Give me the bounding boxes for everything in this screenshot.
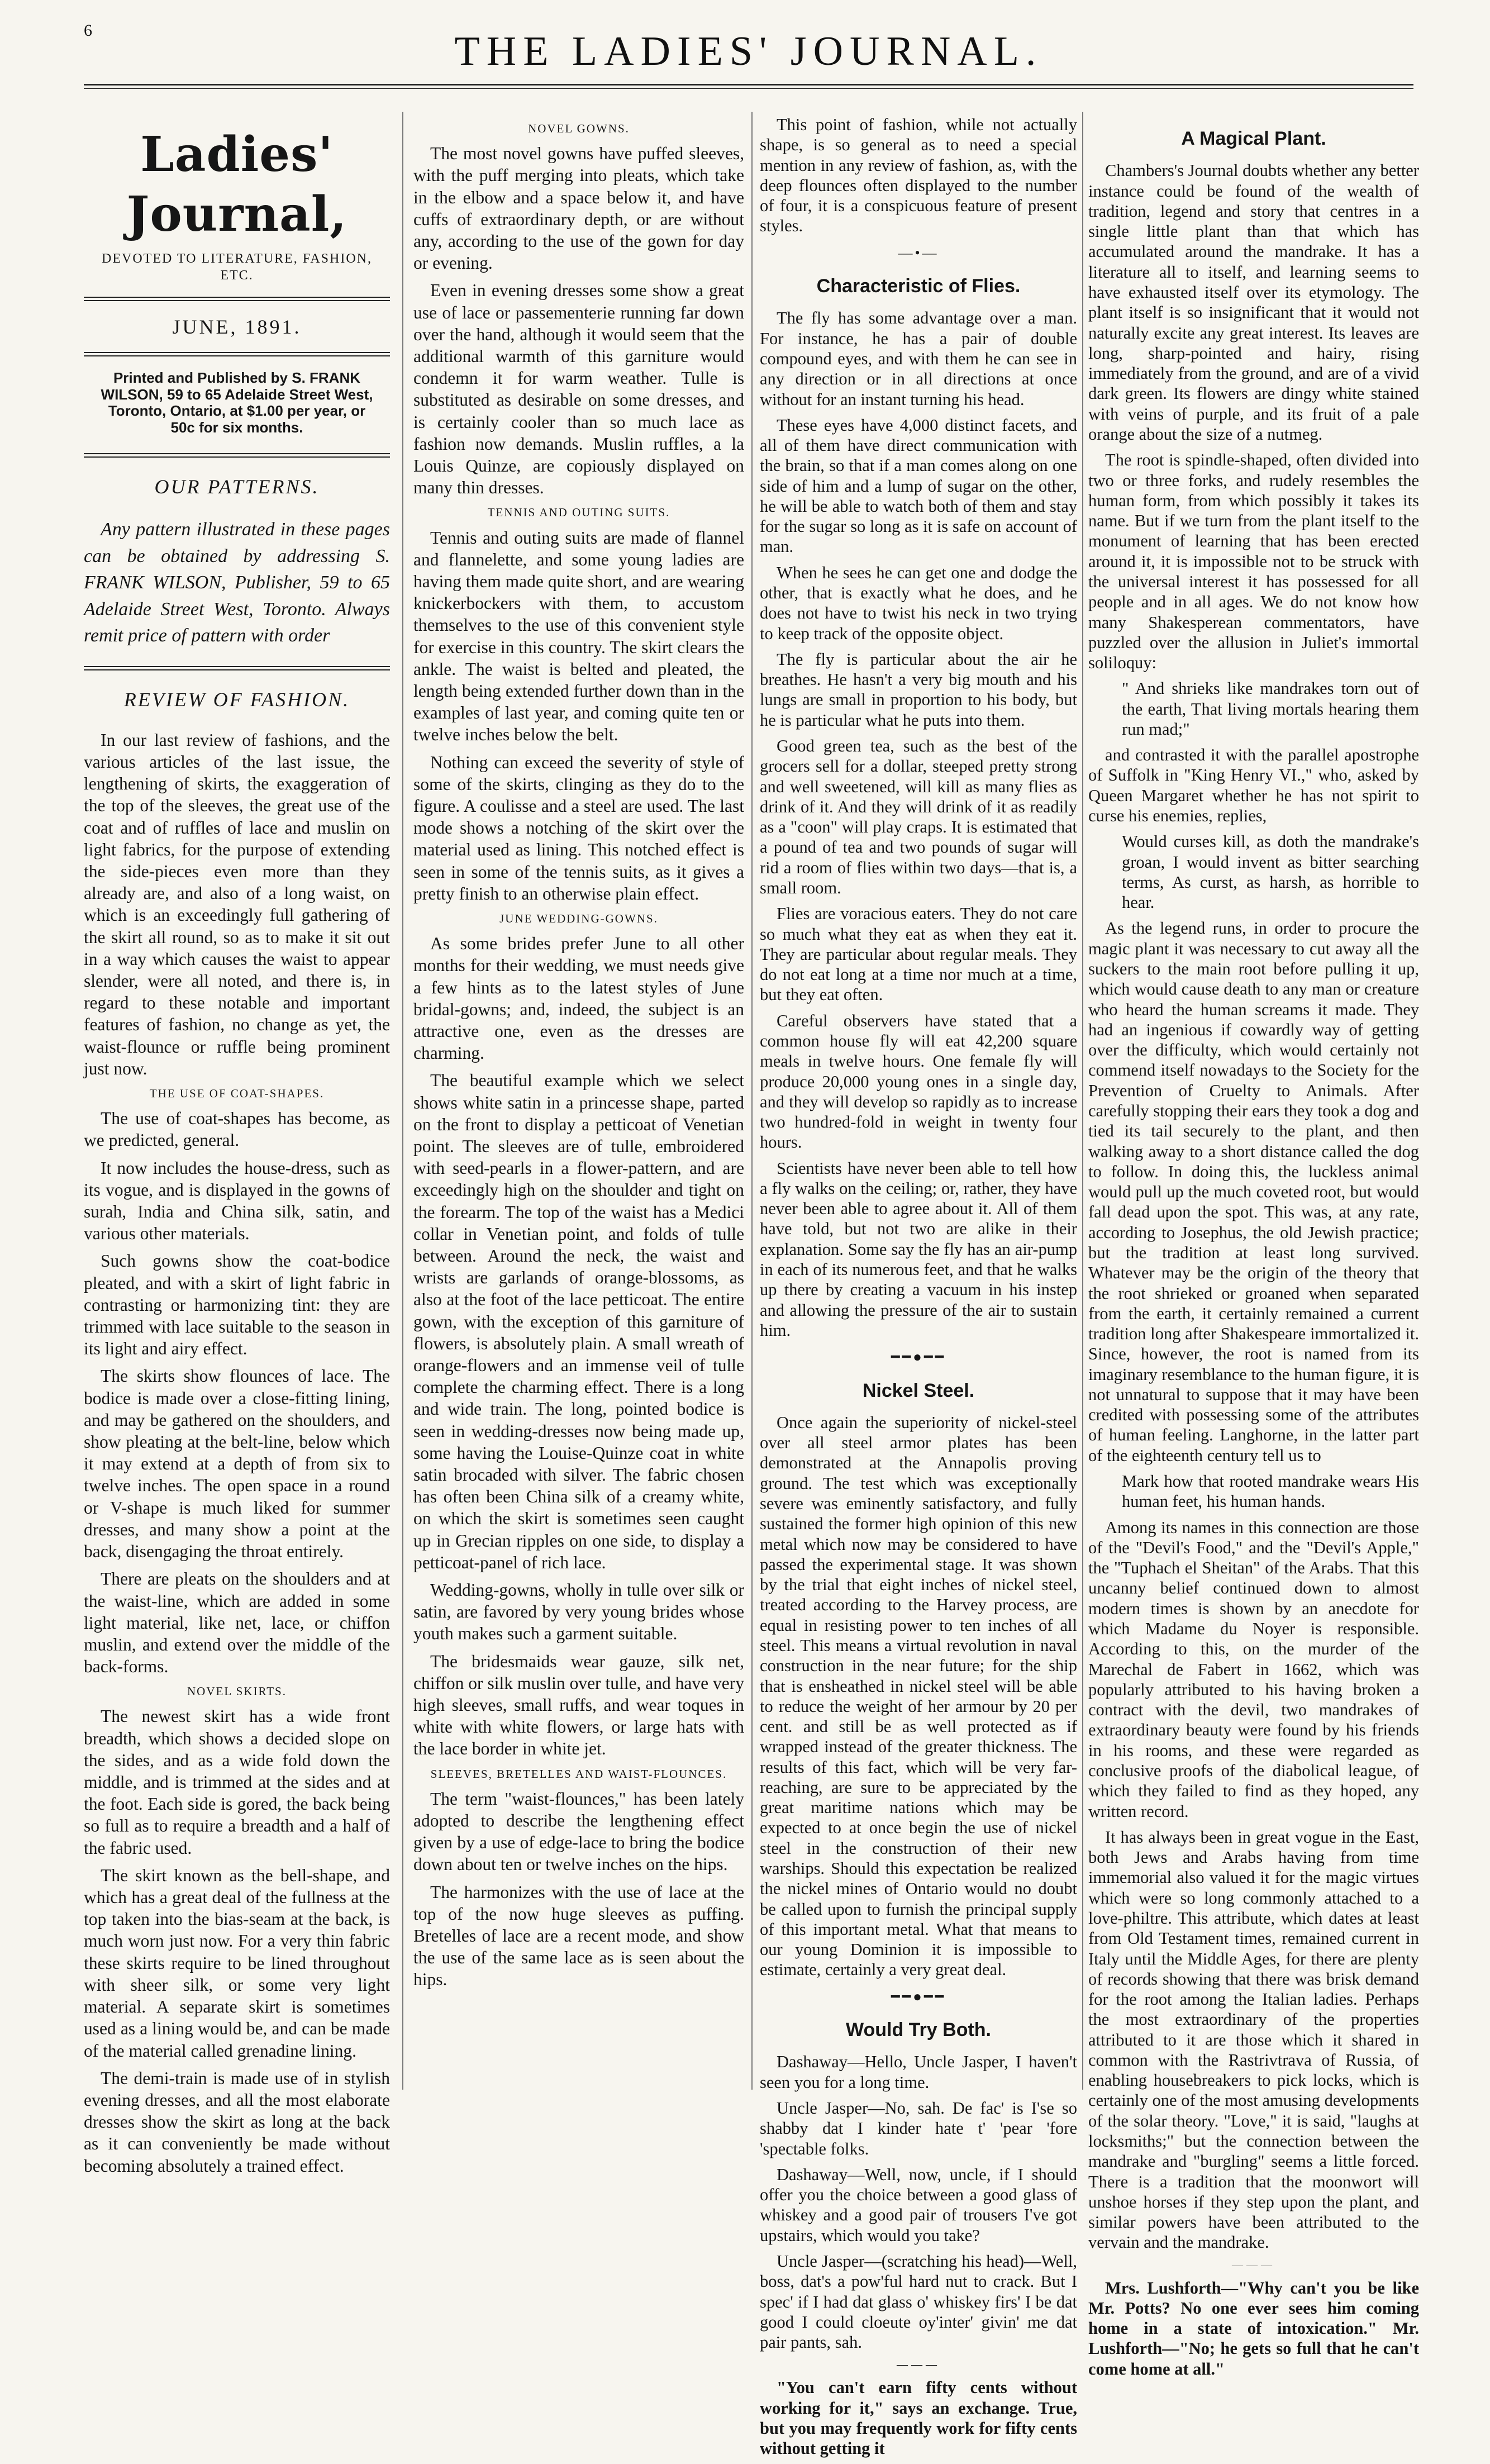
article-paragraph: As some brides prefer June to all other months for their wedding, we must needs give a few hints as to the latest styles of June bridal-gowns; and, indeed, the subject is an attractive one, even as the dresses are charming. [413, 934, 744, 1063]
column-3 [760, 115, 1077, 2464]
article-paragraph: and contrasted it with the parallel apostrophe of Suffolk in "King Henry VI.," who, asked by Queen Margaret whether he has not spirit to curse his enemies, replies, [1088, 745, 1419, 826]
article-paragraph: The use of coat-shapes has become, as we predicted, general. [84, 1109, 390, 1150]
article-paragraph: Chambers's Journal doubts whether any better instance could be found of the wealth of tradition, legend and story that centres in a single little plant than that which has accumulated around the mandrake. It has a literature all to itself, and learning seems to have exhausted itself over its etymology. The plant itself is so insignificant that it would not naturally excite any great interest. Its leaves are long, sharp-pointed and hairy, rising immediately from the ground, and are of a vivid dark green. Its flowers are dingy white stained with veins of purple, and its fruit of a pale orange about the size of a nutmeg. [1088, 161, 1419, 444]
article-paragraph: Dashaway—Hello, Uncle Jasper, I haven't seen you for a long time. [760, 2052, 1077, 2092]
publisher-info: Printed and Published by S. FRANK WILSON, 59 to 65 Adelaide Street West, Toronto, Ontario, at $1.00 per year, or 50c for six months. [101, 369, 373, 436]
article-paragraph: Nothing can exceed the severity of style of some of the skirts, clinging as they do to the figure. A coulisse and a steel are used. The last mode shows a notching of the skirt over the material used as lining. This notched effect is seen in some of the tennis suits, as it gives a pretty finish to an otherwise plain effect. [413, 752, 744, 903]
article-paragraph: The skirt known as the bell-shape, and which has a great deal of the fullness at the top taken into the bias-seam at the back, is much worn just now. For a very thin fabric these skirts require to be lined throughout with sheer silk, or some very light material. A separate skirt is sometimes used as a lining would be, and can be made of the material called grenadine lining. [84, 1865, 390, 2061]
article-paragraph: It has always been in great vogue in the East, both Jews and Arabs having from time immemorial also valued it for the magic virtues which were so long commonly attached to a love-philtre. This attribute, which dates at least from Old Testament times, remained current in Italy until the Middle Ages, for there are plenty of records showing that there was brisk demand for the root among the Italian ladies. Perhaps the most extraordinary of the properties attributed to it are those which it shared in common with the Rastrivtrava of Russia, of enabling housebreakers to pick locks, which is certainly one of the most amusing developments of the solar theory. "Love," it is said, "laughs at locksmiths;" but the connection between the mandrake and "burgling" seems a little forced. There is a tradition that the moonwort will unshoe horses if they step upon the plant, and similar powers have been attributed to the vervain and the mandrake. [1088, 1827, 1419, 2252]
article-paragraph: In our last review of fashions, and the various articles of the last issue, the lengthening of skirts, the exaggeration of the top of the sleeves, the great use of the coat and of ruffles of lace and muslin on light fabrics, for the purpose of extending the side-pieces even more than they already are, and also of a long waist, on which is an exceedingly full gathering of the skirt all round, so as to make it sit out in a way which causes the waist to appear slender, were all noted, and there is, in regard to these notable and important features of fashion, no change as yet, the waist-flounce or ruffle being prominent just now. [84, 730, 390, 1078]
subheading: THE USE OF COAT-SHAPES. [149, 1087, 325, 1101]
nickel-heading: Nickel Steel. [862, 1380, 975, 1401]
tagline: DEVOTED TO LITERATURE, FASHION, ETC. [102, 251, 372, 283]
article-paragraph: The beautiful example which we select shows white satin in a princesse shape, parted on the front to display a petticoat of Venetian point. The sleeves are of tulle, embroidered with seed-pearls in a flower-pattern, and are exceedingly high on the shoulder and tight on the forearm. The top of the waist has a Medici collar in Venetian point, and folds of tulle between. Around the neck, the waist and wrists are garlands of orange-blossoms, as also at the foot of the lace petticoat. The entire gown, with the exception of this garniture of flowers, is absolutely plain. A small wreath of orange-flowers and an immense veil of tulle complete the charming effect. There is a long and wide train. The long, pointed bodice is seen in wedding-dresses now being made up, some having the Louise-Quinze coat in white satin brocaded with silver. The fabric chosen has often been China silk of a creamy white, on which the skirt is sometimes seen caught up in Grecian ripples on one side, to display a petticoat-panel of rich lace. [413, 1071, 744, 1572]
subheading: TENNIS AND OUTING SUITS. [487, 506, 670, 520]
flies-heading: Characteristic of Flies. [816, 275, 1021, 297]
column-rule [402, 112, 403, 2090]
subheading: SLEEVES, BRETELLES AND WAIST-FLOUNCES. [430, 1767, 727, 1781]
journal-logo: Ladies' Journal, [126, 126, 347, 243]
article-paragraph: As the legend runs, in order to procure the magic plant it was necessary to cut away all the suckers to the main root before pulling it up, which would cause death to any man or creature who heard the human screams it made. They had an ingenious if cowardly way of getting over the difficulty, which would certainly not commend itself nowadays to the Society for the Prevention of Cruelty to Animals. After carefully stopping their ears they took a dog and tied its tail securely to the plant, and then walking away to a short distance called the dog to follow. In doing this, the luckless animal would pull up the much coveted root, but would fall dead upon the spot. This was, at any rate, according to Josephus, the old Jewish practice; but the tradition at least long survived. Whatever may be the origin of the theory that the root shrieked or groaned when separated from the earth, it certainly remained a current tradition long after Shakespeare immortalized it. Since, however, the root is named from its imaginary resemblance to the human figure, it is not unnatural to suppose that it may have been credited with possessing some of the attributes of human feeling. Langhorne, in the latter part of the eighteenth century tell us to [1088, 919, 1419, 1465]
article-paragraph: These eyes have 4,000 distinct facets, and all of them have direct communication with the brain, so that if a man comes along on one side of him and a lump of sugar on the other, he will be able to watch both of them and stay for the sugar so long as it is safe on account of man. [760, 415, 1077, 556]
article-paragraph: The harmonizes with the use of lace at the top of the now huge sleeves as puffing. Bretelles of lace are a recent mode, and show the use of the same lace as is seen about the hips. [413, 1882, 744, 1990]
article-paragraph: The bridesmaids wear gauze, silk net, chiffon or silk muslin over tulle, and have very high sleeves, small ruffs, and wear toques in white with white flowers, or large hats with the lace border in white jet. [413, 1651, 744, 1759]
ornament: ━━●━━ [891, 1988, 946, 2005]
article-paragraph: Dashaway—Well, now, uncle, if I should offer you the choice between a good glass of whiskey and a good pair of trousers I've got upstairs, which would you take? [760, 2165, 1077, 2245]
patterns-heading: OUR PATTERNS. [154, 475, 320, 498]
article-paragraph: "You can't earn fifty cents without working for it," says an exchange. True, but you may frequently work for fifty cents without getting it [760, 2378, 1077, 2458]
would-try-both-heading: Would Try Both. [845, 2019, 991, 2041]
article-paragraph: Uncle Jasper—No, sah. De fac' is I'se so shabby dat I kinder hate t' 'pear 'fore 'spectable folks. [760, 2098, 1077, 2158]
article-paragraph: Wedding-gowns, wholly in tulle over silk or satin, are favored by very young brides whose youth makes such a garment suitable. [413, 1580, 744, 1644]
subheading: NOVEL SKIRTS. [187, 1685, 287, 1699]
separator: ——— [1232, 2258, 1275, 2271]
column-rule [751, 112, 753, 2090]
subheading: JUNE WEDDING-GOWNS. [499, 911, 658, 925]
rule [84, 297, 390, 301]
article-paragraph: Good green tea, such as the best of the grocers sell for a dollar, steeped pretty strong and well sweetened, will kill as many flies as drink of it. And they will drink of it as readily as a "coon" will play craps. It is estimated that a pound of tea and two pounds of sugar will rid a room of flies within two days—that is, a small room. [760, 736, 1077, 897]
rule [84, 666, 390, 670]
article-paragraph: Once again the superiority of nickel-steel over all steel armor plates has been demonstrated at the Annapolis proving ground. The test which was exceptionally severe was eminently satisfactory, and fully sustained the former high opinion of this new metal which now may be considered to have passed the experimental stage. It was shown by the trial that eight inches of nickel steel, treated according to the Harvey process, are equal in resisting power to ten inches of all steel. This means a virtual revolution in naval construction in the near future; for the ship that is ensheathed in nickel steel will be able to reduce the weight of her armour by 20 per cent. and still be as well protected as if wrapped instead of the greater thickness. The results of this fact, which will be very far-reaching, are sure to be appreciated by the great maritime nations which may be expected to at once begin the use of nickel steel in the construction of their new warships. Should this expectation be realized the nickel mines of Ontario would no doubt be called upon to furnish the principal supply of this important metal. What that means to our young Dominion it is impossible to estimate, certainly a very great deal. [760, 1412, 1077, 1980]
rule [84, 352, 390, 356]
article-paragraph: Tennis and outing suits are made of flannel and flannelette, and some young ladies are having them made quite short, and are wearing knickerbockers with them, to accustom themselves to the use of this convenient style for exercise in this country. The skirt clears the ankle. The waist is belted and pleated, the length being extended further down than in the examples of last year, and coming quite ten or twelve inches below the belt. [413, 527, 744, 745]
article-paragraph: Mrs. Lushforth—"Why can't you be like Mr. Potts? No one ever sees him coming home in a state of intoxication." Mr. Lushforth—"No; he gets so full that he can't come home at all." [1088, 2278, 1419, 2379]
article-paragraph: The most novel gowns have puffed sleeves, with the puff merging into pleats, which take in the elbow and a space below it, and have cuffs of extraordinary depth, or are without any, according to the use of the gown for day or evening. [413, 144, 744, 273]
masthead-rule [84, 84, 1413, 85]
column-1 [84, 115, 390, 2182]
article-paragraph: Among its names in this connection are those of the "Devil's Food," and the "Devil's Apple," the "Tuphach el Sheitan" of the Arabs. That this uncanny belief continued down to almost modern times is shown by an anecdote for which Madame du Noyer is responsible. According to this, on the murder of the Marechal de Fabert in 1662, which was popularly attributed to his having broken a contract with the devil, two mandrakes of extraordinary beauty were found by his friends in his rooms, and these were regarded as conclusive proofs of the diabolical league, of which they failed to find as they hoped, any written record. [1088, 1518, 1419, 1821]
ornament: ━━●━━ [891, 1349, 946, 1366]
page-number: 6 [84, 21, 92, 40]
verse-quote: Mark how that rooted mandrake wears His human feet, his human hands. [1122, 1472, 1419, 1511]
review-heading: REVIEW OF FASHION. [123, 688, 350, 711]
article-paragraph: The demi-train is made use of in stylish evening dresses, and all the most elaborate dresses show the skirt as long at the back as it can conveniently be made without becoming absolutely a trained effect. [84, 2068, 390, 2176]
column-rule [1082, 112, 1083, 2090]
article-paragraph: The fly is particular about the air he breathes. He hasn't a very big mouth and his lungs are small in proportion to his body, but he is particular what he puts into them. [760, 649, 1077, 730]
article-paragraph: Even in evening dresses some show a great use of lace or passementerie running far down over the hand, although it would seem that the additional warmth of this garniture would condemn it for warm weather. Tulle is substituted as desirable on some dresses, and is certainly cooler than so much lace as fashion now demands. Muslin ruffles, a la Louis Quinze, are copiously displayed on many thin dresses. [413, 280, 744, 498]
column-2 [413, 115, 744, 1996]
article-paragraph: The newest skirt has a wide front breadth, which shows a decided slope on the sides, and as a wide fold down the middle, and is trimmed at the sides and at the foot. Each side is gored, the back being so full as to require a breadth and a half of the fabric used. [84, 1706, 390, 1858]
issue-date: JUNE, 1891. [172, 315, 302, 338]
article-paragraph: It now includes the house-dress, such as its vogue, and is displayed in the gowns of surah, India and China silk, satin, and various other materials. [84, 1158, 390, 1244]
ornament: —•— [898, 244, 939, 261]
article-paragraph: Uncle Jasper—(scratching his head)—Well, boss, dat's a pow'ful hard nut to crack. But I spec' if I had dat glass o' whiskey firs' I be dat good I could cloeute oy'inter' givin' me dat pair pants, sah. [760, 2251, 1077, 2352]
separator: ——— [897, 2358, 940, 2371]
article-paragraph: Such gowns show the coat-bodice pleated, and with a skirt of light fabric in contrasting or harmonizing tint: they are trimmed with lace suitable to the season in its light and airy effect. [84, 1251, 390, 1359]
article-paragraph: When he sees he can get one and dodge the other, that is exactly what he does, and he does not have to twist his neck in two trying to keep track of the opposite object. [760, 563, 1077, 643]
verse-quote: " And shrieks like mandrakes torn out of the earth, That living mortals hearing them run mad;" [1122, 679, 1419, 739]
article-paragraph: There are pleats on the shoulders and at the waist-line, which are added in some light material, like net, lace, or chiffon muslin, and extend over the middle of the back-forms. [84, 1569, 390, 1677]
patterns-notice: Any pattern illustrated in these pages can be obtained by addressing S. FRANK WILSON, Publisher, 59 to 65 Adelaide Street West, Toronto. Always remit price of pattern with order [84, 519, 390, 646]
column-4 [1088, 115, 1419, 2385]
article-paragraph: The term "waist-flounces," has been lately adopted to describe the lengthening effect given by a use of edge-lace to bring the bodice down about ten or twelve inches on the hips. [413, 1788, 744, 1875]
article-paragraph: The fly has some advantage over a man. For instance, he has a pair of double compound eyes, and with them he can see in any direction or in all directions at once without for an instant turning his head. [760, 308, 1077, 409]
masthead-rule-thin [84, 88, 1413, 89]
article-paragraph: This point of fashion, while not actually shape, is so general as to need a special mention in any review of fashion, as, with the deep flounces often displayed to the number of four, it is a conspicuous feature of present styles. [760, 115, 1077, 236]
article-paragraph: Scientists have never been able to tell how a fly walks on the ceiling; or, rather, they have never been able to agree about it. All of them have told, but not two are alike in their explanation. Some say the fly has an air-pump in each of its numerous feet, and that he walks up there by creating a vacuum in his instep and allowing the pressure of the air to sustain him. [760, 1158, 1077, 1340]
verse-quote: Would curses kill, as doth the mandrake's groan, I would invent as bitter searching terms, As curst, as harsh, as horrible to hear. [1122, 832, 1419, 912]
article-paragraph: The skirts show flounces of lace. The bodice is made over a close-fitting lining, and may be gathered on the shoulders, and show pleating at the belt-line, below which it may extend at a depth of from six to twelve inches. The open space in a round or V-shape is much liked for summer dresses, and many show a point at the back, disengaging the throat entirely. [84, 1366, 390, 1562]
article-paragraph: Flies are voracious eaters. They do not care so much what they eat as when they eat it. They are particular about regular meals. They do not eat long at a time nor much at a time, but they eat often. [760, 904, 1077, 1005]
masthead-title: THE LADIES' JOURNAL. [454, 28, 1043, 74]
article-paragraph: Careful observers have stated that a common house fly will eat 42,200 square meals in twelve hours. One female fly will produce 20,000 young ones in a single day, and they will develop so rapidly as to increase two hundred-fold in weight in twenty four hours. [760, 1011, 1077, 1152]
plant-heading: A Magical Plant. [1181, 128, 1326, 149]
rule [84, 453, 390, 458]
subheading: NOVEL GOWNS. [528, 122, 630, 135]
article-paragraph: The root is spindle-shaped, often divided into two or three forks, and rudely resembles the human form, from which possibly it takes its name. But if we turn from the plant itself to the monument of learning that has been erected around it, it is impossible not to be struck with the universal interest it has possessed for all people and in all ages. We do not know how many Shakesperean commentators, have puzzled over the allusion in Juliet's immortal soliloquy: [1088, 450, 1419, 673]
